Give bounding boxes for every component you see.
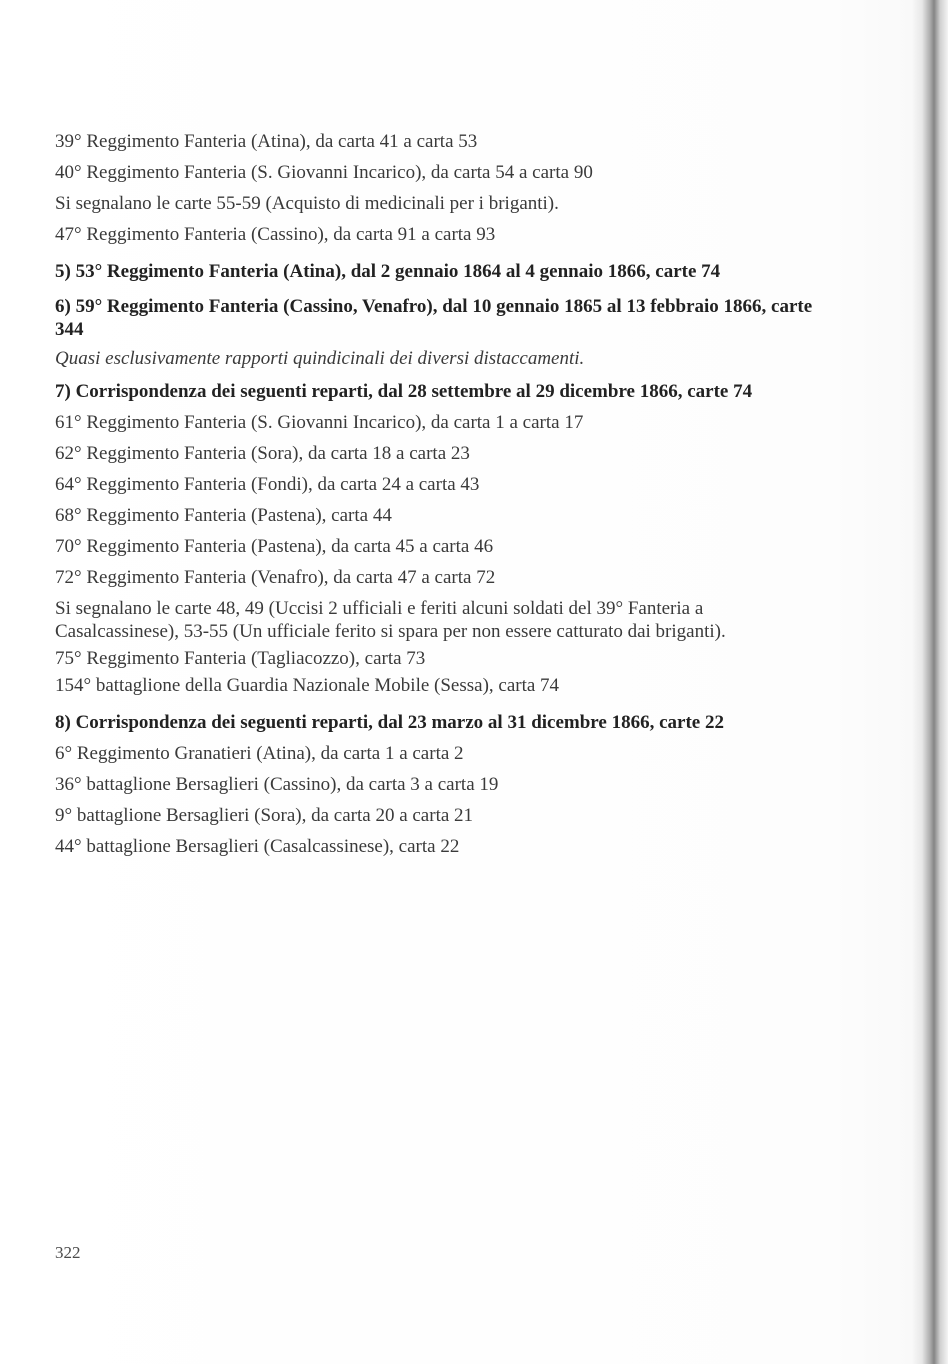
entry-line: 44° battaglione Bersaglieri (Casalcassinese), carta 22 xyxy=(55,836,460,857)
entry-line: 64° Reggimento Fanteria (Fondi), da carta 24 a carta 43 xyxy=(55,474,480,495)
section-heading-8: 8) Corrispondenza dei seguenti reparti, dal 23 marzo al 31 dicembre 1866, carte 22 xyxy=(55,712,724,733)
entry-line: 9° battaglione Bersaglieri (Sora), da carta 20 a carta 21 xyxy=(55,805,474,826)
entry-line: 68° Reggimento Fanteria (Pastena), carta 44 xyxy=(55,505,392,526)
page-number: 322 xyxy=(55,1243,81,1262)
entry-note-line: Si segnalano le carte 55-59 (Acquisto di medicinali per i briganti). xyxy=(55,193,559,214)
entry-line: 75° Reggimento Fanteria (Tagliacozzo), carta 73 xyxy=(55,648,426,669)
entry-line: 6° Reggimento Granatieri (Atina), da carta 1 a carta 2 xyxy=(55,743,464,764)
entry-line: 72° Reggimento Fanteria (Venafro), da carta 47 a carta 72 xyxy=(55,567,496,588)
entry-line: 154° battaglione della Guardia Nazionale Mobile (Sessa), carta 74 xyxy=(55,675,560,696)
entry-line: 70° Reggimento Fanteria (Pastena), da carta 45 a carta 46 xyxy=(55,536,494,557)
section-heading-5: 5) 53° Reggimento Fanteria (Atina), dal 2 gennaio 1864 al 4 gennaio 1866, carte 74 xyxy=(55,261,721,282)
document-body xyxy=(55,126,815,862)
section-heading-6: 6) 59° Reggimento Fanteria (Cassino, Venafro), dal 10 gennaio 1865 al 13 febbraio 1866, carte 344 xyxy=(55,296,813,340)
section-note-7: Si segnalano le carte 48, 49 (Uccisi 2 ufficiali e feriti alcuni soldati del 39° Fanteria a Casalcassinese), 53-55 (Un ufficiale ferito si spara per non essere catturato dai briganti). xyxy=(55,598,726,642)
section-heading-7: 7) Corrispondenza dei seguenti reparti, dal 28 settembre al 29 dicembre 1866, carte 74 xyxy=(55,381,753,402)
entry-line: 39° Reggimento Fanteria (Atina), da carta 41 a carta 53 xyxy=(55,131,478,152)
book-spine-shadow xyxy=(912,0,948,1364)
entry-line: 47° Reggimento Fanteria (Cassino), da carta 91 a carta 93 xyxy=(55,224,496,245)
entry-line: 62° Reggimento Fanteria (Sora), da carta 18 a carta 23 xyxy=(55,443,470,464)
entry-line: 40° Reggimento Fanteria (S. Giovanni Incarico), da carta 54 a carta 90 xyxy=(55,162,593,183)
entry-line: 61° Reggimento Fanteria (S. Giovanni Incarico), da carta 1 a carta 17 xyxy=(55,412,584,433)
entry-line: 36° battaglione Bersaglieri (Cassino), da carta 3 a carta 19 xyxy=(55,774,499,795)
section-note-6: Quasi esclusivamente rapporti quindicinali dei diversi distaccamenti. xyxy=(55,348,585,369)
